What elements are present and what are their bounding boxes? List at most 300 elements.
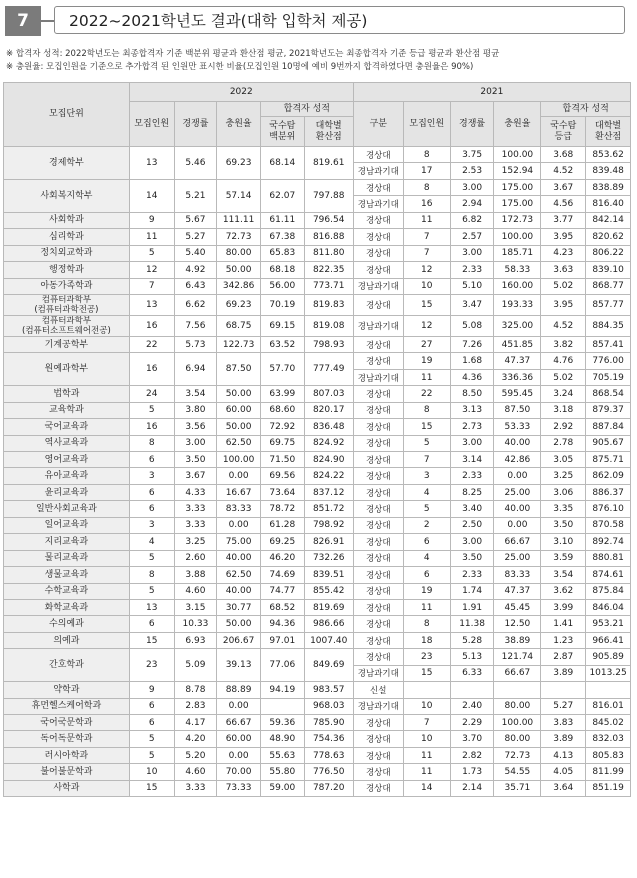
competition-2021: 6.33: [450, 665, 494, 681]
competition-2021: 2.50: [450, 517, 494, 533]
quota-2022: 5: [129, 245, 174, 261]
quota-2022: 3: [129, 517, 174, 533]
header-unit: 모집단위: [4, 83, 130, 147]
fill-rate-2022: 100.00: [217, 452, 261, 468]
unit-name: 법학과: [4, 386, 130, 402]
csat-grade: 2.78: [541, 435, 586, 451]
table-row: [4, 402, 631, 418]
univ-score-2022: 836.48: [304, 419, 353, 435]
fill-rate-2021: 40.00: [494, 435, 541, 451]
quota-2021: 19: [403, 353, 450, 369]
univ-score-2022: 824.90: [304, 452, 353, 468]
fill-rate-2021: 83.33: [494, 567, 541, 583]
category: 경상대: [353, 517, 403, 533]
competition-2021: 1.73: [450, 764, 494, 780]
table-row: [4, 747, 631, 763]
fill-rate-2022: 72.73: [217, 229, 261, 245]
unit-name: 사회학과: [4, 212, 130, 228]
fill-rate-2022: 60.00: [217, 731, 261, 747]
univ-score-2021: 805.83: [586, 747, 631, 763]
fill-rate-2021: 100.00: [494, 229, 541, 245]
competition-2021: 3.40: [450, 501, 494, 517]
category: 경상대: [353, 534, 403, 550]
table-row: [4, 353, 631, 369]
fill-rate-2021: 12.50: [494, 616, 541, 632]
csat-grade: 3.89: [541, 731, 586, 747]
competition-2021: 1.74: [450, 583, 494, 599]
fill-rate-2021: 25.00: [494, 484, 541, 500]
csat-percentile: 69.75: [260, 435, 304, 451]
competition-2021: 6.82: [450, 212, 494, 228]
csat-percentile: [260, 698, 304, 714]
csat-grade: 3.59: [541, 550, 586, 566]
univ-score-2021: 879.37: [586, 402, 631, 418]
univ-score-2021: 880.81: [586, 550, 631, 566]
competition-2021: [450, 682, 494, 698]
univ-score-2022: 1007.40: [304, 632, 353, 648]
univ-score-2022: 798.93: [304, 336, 353, 352]
univ-score-2021: [586, 682, 631, 698]
csat-grade: 4.56: [541, 196, 586, 212]
univ-score-2021: 705.19: [586, 369, 631, 385]
category: 경상대: [353, 649, 403, 665]
category: 경남과기대: [353, 278, 403, 294]
header-competition-2021: 경쟁률: [450, 102, 494, 147]
univ-score-2021: 966.41: [586, 632, 631, 648]
csat-grade: 2.87: [541, 649, 586, 665]
header-quota-2021: 모집인원: [403, 102, 450, 147]
table-row: [4, 435, 631, 451]
quota-2021: 8: [403, 616, 450, 632]
quota-2022: 5: [129, 402, 174, 418]
csat-grade: 5.02: [541, 278, 586, 294]
univ-score-2022: 816.88: [304, 229, 353, 245]
fill-rate-2022: 122.73: [217, 336, 261, 352]
fill-rate-2021: 80.00: [494, 698, 541, 714]
table-row: [4, 179, 631, 195]
category: 경상대: [353, 262, 403, 278]
competition-2022: 6.93: [174, 632, 217, 648]
fill-rate-2022: 342.86: [217, 278, 261, 294]
quota-2022: 7: [129, 278, 174, 294]
fill-rate-2022: 60.00: [217, 402, 261, 418]
quota-2021: 12: [403, 315, 450, 336]
univ-score-2022: 811.80: [304, 245, 353, 261]
category: 경상대: [353, 484, 403, 500]
category: 경상대: [353, 179, 403, 195]
competition-2022: 2.83: [174, 698, 217, 714]
univ-score-2021: 851.19: [586, 780, 631, 796]
quota-2021: 8: [403, 402, 450, 418]
univ-score-2022: 851.72: [304, 501, 353, 517]
fill-rate-2022: 66.67: [217, 715, 261, 731]
quota-2021: 6: [403, 534, 450, 550]
univ-score-2022: 849.69: [304, 649, 353, 682]
univ-score-2022: 787.20: [304, 780, 353, 796]
csat-percentile: 68.18: [260, 262, 304, 278]
category: 경상대: [353, 229, 403, 245]
quota-2021: 5: [403, 501, 450, 517]
table-row: [4, 315, 631, 336]
fill-rate-2021: 80.00: [494, 731, 541, 747]
quota-2021: 11: [403, 369, 450, 385]
competition-2022: 5.21: [174, 179, 217, 212]
csat-grade: 3.89: [541, 665, 586, 681]
fill-rate-2022: 50.00: [217, 386, 261, 402]
competition-2022: 7.56: [174, 315, 217, 336]
competition-2022: 5.73: [174, 336, 217, 352]
category: 경상대: [353, 583, 403, 599]
fill-rate-2022: 73.33: [217, 780, 261, 796]
csat-percentile: 74.69: [260, 567, 304, 583]
fill-rate-2021: 121.74: [494, 649, 541, 665]
csat-grade: 3.18: [541, 402, 586, 418]
csat-grade: 4.05: [541, 764, 586, 780]
category: 경상대: [353, 715, 403, 731]
unit-name: 일어교육과: [4, 517, 130, 533]
fill-rate-2021: 40.00: [494, 501, 541, 517]
quota-2021: 12: [403, 262, 450, 278]
category: 경상대: [353, 402, 403, 418]
fill-rate-2022: 80.00: [217, 245, 261, 261]
csat-grade: 3.63: [541, 262, 586, 278]
fill-rate-2021: 45.45: [494, 599, 541, 615]
competition-2022: 5.20: [174, 747, 217, 763]
table-body: [4, 147, 631, 797]
competition-2022: 6.94: [174, 353, 217, 386]
csat-percentile: 61.11: [260, 212, 304, 228]
csat-percentile: 59.36: [260, 715, 304, 731]
competition-2022: 8.78: [174, 682, 217, 698]
csat-percentile: 94.36: [260, 616, 304, 632]
csat-percentile: 46.20: [260, 550, 304, 566]
header-univ-score-2021-label: 대학별 환산점: [595, 120, 622, 142]
competition-2022: 6.62: [174, 294, 217, 315]
quota-2022: 4: [129, 534, 174, 550]
univ-score-2022: 797.88: [304, 179, 353, 212]
fill-rate-2021: 66.67: [494, 665, 541, 681]
csat-grade: 3.35: [541, 501, 586, 517]
competition-2021: 2.33: [450, 468, 494, 484]
category: 경상대: [353, 212, 403, 228]
unit-name: 약학과: [4, 682, 130, 698]
category: 경남과기대: [353, 196, 403, 212]
quota-2021: 18: [403, 632, 450, 648]
univ-score-2022: 986.66: [304, 616, 353, 632]
header-csat-grade-label: 국수탐 등급: [550, 120, 577, 142]
fill-rate-2022: 62.50: [217, 567, 261, 583]
univ-score-2021: 776.00: [586, 353, 631, 369]
csat-grade: 2.92: [541, 419, 586, 435]
univ-score-2022: 778.63: [304, 747, 353, 763]
table-row: [4, 452, 631, 468]
competition-2021: 2.57: [450, 229, 494, 245]
fill-rate-2021: 42.86: [494, 452, 541, 468]
unit-name: 윤리교육과: [4, 484, 130, 500]
competition-2022: 2.60: [174, 550, 217, 566]
competition-2021: 2.33: [450, 567, 494, 583]
header-fill-rate-2021: 충원율: [494, 102, 541, 147]
competition-2022: 3.50: [174, 452, 217, 468]
category: 경상대: [353, 419, 403, 435]
fill-rate-2021: 175.00: [494, 179, 541, 195]
competition-2022: 10.33: [174, 616, 217, 632]
quota-2021: 6: [403, 567, 450, 583]
quota-2022: 5: [129, 747, 174, 763]
csat-percentile: 55.63: [260, 747, 304, 763]
fill-rate-2021: 58.33: [494, 262, 541, 278]
quota-2022: 13: [129, 294, 174, 315]
unit-name: 국어국문학과: [4, 715, 130, 731]
table-row: [4, 484, 631, 500]
competition-2022: 3.54: [174, 386, 217, 402]
univ-score-2022: 968.03: [304, 698, 353, 714]
fill-rate-2022: 50.00: [217, 419, 261, 435]
unit-name: 국어교육과: [4, 419, 130, 435]
univ-score-2021: 870.58: [586, 517, 631, 533]
category: 경상대: [353, 616, 403, 632]
category: 경남과기대: [353, 369, 403, 385]
category: 경상대: [353, 567, 403, 583]
csat-grade: 1.23: [541, 632, 586, 648]
univ-score-2021: 838.89: [586, 179, 631, 195]
fill-rate-2021: 152.94: [494, 163, 541, 179]
table-row: [4, 764, 631, 780]
competition-2021: 2.29: [450, 715, 494, 731]
table-row: [4, 278, 631, 294]
quota-2022: 24: [129, 386, 174, 402]
unit-name: 기계공학부: [4, 336, 130, 352]
fill-rate-2021: 185.71: [494, 245, 541, 261]
unit-name: 휴먼헬스케어학과: [4, 698, 130, 714]
category: 경상대: [353, 294, 403, 315]
category: 경상대: [353, 468, 403, 484]
csat-grade: 3.64: [541, 780, 586, 796]
competition-2021: 2.33: [450, 262, 494, 278]
quota-2022: 9: [129, 212, 174, 228]
quota-2022: 16: [129, 353, 174, 386]
csat-grade: 3.06: [541, 484, 586, 500]
competition-2021: 2.40: [450, 698, 494, 714]
univ-score-2021: 845.02: [586, 715, 631, 731]
fill-rate-2021: 160.00: [494, 278, 541, 294]
unit-name: 수학교육과: [4, 583, 130, 599]
univ-score-2022: 820.17: [304, 402, 353, 418]
table-row: [4, 336, 631, 352]
category: 경남과기대: [353, 665, 403, 681]
csat-percentile: 59.00: [260, 780, 304, 796]
section-title: 2022~2021학년도 결과(대학 입학처 제공): [54, 6, 625, 34]
fill-rate-2022: 16.67: [217, 484, 261, 500]
fill-rate-2021: 53.33: [494, 419, 541, 435]
csat-percentile: 48.90: [260, 731, 304, 747]
fill-rate-2021: 54.55: [494, 764, 541, 780]
quota-2021: [403, 682, 450, 698]
unit-name: 독어독문학과: [4, 731, 130, 747]
table-row: [4, 583, 631, 599]
quota-2022: 15: [129, 780, 174, 796]
quota-2022: 13: [129, 147, 174, 180]
csat-grade: 3.68: [541, 147, 586, 163]
fill-rate-2022: 75.00: [217, 534, 261, 550]
csat-grade: 3.50: [541, 517, 586, 533]
csat-grade: 4.52: [541, 315, 586, 336]
competition-2022: 3.33: [174, 517, 217, 533]
univ-score-2021: 1013.25: [586, 665, 631, 681]
univ-score-2021: 811.99: [586, 764, 631, 780]
table-row: [4, 632, 631, 648]
csat-percentile: 70.19: [260, 294, 304, 315]
univ-score-2021: 892.74: [586, 534, 631, 550]
fill-rate-2021: 66.67: [494, 534, 541, 550]
csat-grade: 3.67: [541, 179, 586, 195]
unit-name: 불어불문학과: [4, 764, 130, 780]
csat-percentile: 68.52: [260, 599, 304, 615]
competition-2022: 3.33: [174, 501, 217, 517]
header-year-2022: 2022: [129, 83, 353, 102]
csat-percentile: 78.72: [260, 501, 304, 517]
unit-name: 유아교육과: [4, 468, 130, 484]
fill-rate-2021: 336.36: [494, 369, 541, 385]
header-csat-percentile-label: 국수탐 백분위: [269, 120, 296, 142]
unit-name: 의예과: [4, 632, 130, 648]
fill-rate-2022: 0.00: [217, 698, 261, 714]
category: 경남과기대: [353, 698, 403, 714]
fill-rate-2022: 50.00: [217, 616, 261, 632]
quota-2022: 3: [129, 468, 174, 484]
competition-2021: 3.14: [450, 452, 494, 468]
competition-2021: 3.00: [450, 179, 494, 195]
unit-name: 영어교육과: [4, 452, 130, 468]
category: 경상대: [353, 731, 403, 747]
fill-rate-2022: 39.13: [217, 649, 261, 682]
univ-score-2022: 837.12: [304, 484, 353, 500]
univ-score-2022: 839.51: [304, 567, 353, 583]
competition-2021: 2.82: [450, 747, 494, 763]
csat-grade: 3.95: [541, 229, 586, 245]
quota-2021: 11: [403, 764, 450, 780]
unit-name: 컴퓨터과학부 (컴퓨터소프트웨어전공): [4, 315, 130, 336]
category: 경상대: [353, 353, 403, 369]
unit-name: 일반사회교육과: [4, 501, 130, 517]
table-row: [4, 599, 631, 615]
quota-2022: 11: [129, 229, 174, 245]
competition-2022: 3.15: [174, 599, 217, 615]
univ-score-2021: 905.67: [586, 435, 631, 451]
univ-score-2021: 842.14: [586, 212, 631, 228]
univ-score-2022: 773.71: [304, 278, 353, 294]
fill-rate-2021: 0.00: [494, 517, 541, 533]
header-passer-score-2022: 합격자 성적: [260, 102, 353, 117]
quota-2022: 16: [129, 419, 174, 435]
competition-2021: 3.00: [450, 435, 494, 451]
unit-name: 수의예과: [4, 616, 130, 632]
univ-score-2021: 886.37: [586, 484, 631, 500]
table-row: [4, 468, 631, 484]
competition-2022: 5.67: [174, 212, 217, 228]
header-category-2021: 구분: [353, 102, 403, 147]
quota-2022: 6: [129, 698, 174, 714]
competition-2021: 2.53: [450, 163, 494, 179]
quota-2021: 23: [403, 649, 450, 665]
competition-2022: 5.40: [174, 245, 217, 261]
csat-percentile: 72.92: [260, 419, 304, 435]
univ-score-2022: 824.22: [304, 468, 353, 484]
header-fill-rate-2022: 충원율: [217, 102, 261, 147]
csat-percentile: 61.28: [260, 517, 304, 533]
competition-2021: 3.47: [450, 294, 494, 315]
competition-2021: 2.14: [450, 780, 494, 796]
csat-percentile: 71.50: [260, 452, 304, 468]
competition-2022: 3.67: [174, 468, 217, 484]
competition-2021: 1.68: [450, 353, 494, 369]
fill-rate-2021: 193.33: [494, 294, 541, 315]
fill-rate-2021: 47.37: [494, 353, 541, 369]
unit-name: 역사교육과: [4, 435, 130, 451]
csat-grade: [541, 682, 586, 698]
univ-score-2021: 846.04: [586, 599, 631, 615]
csat-grade: 3.05: [541, 452, 586, 468]
competition-2022: 4.33: [174, 484, 217, 500]
quota-2022: 13: [129, 599, 174, 615]
table-row: [4, 419, 631, 435]
table-row: [4, 517, 631, 533]
fill-rate-2021: 325.00: [494, 315, 541, 336]
category: 경상대: [353, 452, 403, 468]
quota-2022: 6: [129, 452, 174, 468]
unit-name: 아동가족학과: [4, 278, 130, 294]
csat-percentile: 97.01: [260, 632, 304, 648]
csat-percentile: 62.07: [260, 179, 304, 212]
quota-2021: 15: [403, 419, 450, 435]
quota-2021: 3: [403, 468, 450, 484]
category: 경상대: [353, 435, 403, 451]
quota-2021: 15: [403, 665, 450, 681]
csat-grade: 3.25: [541, 468, 586, 484]
fill-rate-2022: 206.67: [217, 632, 261, 648]
univ-score-2021: 816.01: [586, 698, 631, 714]
csat-percentile: 74.77: [260, 583, 304, 599]
quota-2021: 16: [403, 196, 450, 212]
competition-2021: 3.00: [450, 245, 494, 261]
quota-2022: 5: [129, 550, 174, 566]
univ-score-2021: 868.54: [586, 386, 631, 402]
quota-2022: 5: [129, 731, 174, 747]
quota-2022: 14: [129, 179, 174, 212]
csat-grade: 1.41: [541, 616, 586, 632]
category: 경상대: [353, 245, 403, 261]
csat-grade: 3.82: [541, 336, 586, 352]
table-row: [4, 501, 631, 517]
univ-score-2022: 798.92: [304, 517, 353, 533]
table-row: [4, 715, 631, 731]
header-csat-grade: [541, 117, 586, 147]
quota-2021: 7: [403, 452, 450, 468]
fill-rate-2021: 35.71: [494, 780, 541, 796]
csat-percentile: 68.14: [260, 147, 304, 180]
quota-2021: 17: [403, 163, 450, 179]
csat-percentile: 55.80: [260, 764, 304, 780]
competition-2021: 3.75: [450, 147, 494, 163]
csat-grade: 5.02: [541, 369, 586, 385]
fill-rate-2021: 0.00: [494, 468, 541, 484]
univ-score-2022: 824.92: [304, 435, 353, 451]
unit-name: 컴퓨터과학부 (컴퓨터과학전공): [4, 294, 130, 315]
csat-grade: 3.54: [541, 567, 586, 583]
category: 신설: [353, 682, 403, 698]
fill-rate-2021: 451.85: [494, 336, 541, 352]
table-row: [4, 567, 631, 583]
